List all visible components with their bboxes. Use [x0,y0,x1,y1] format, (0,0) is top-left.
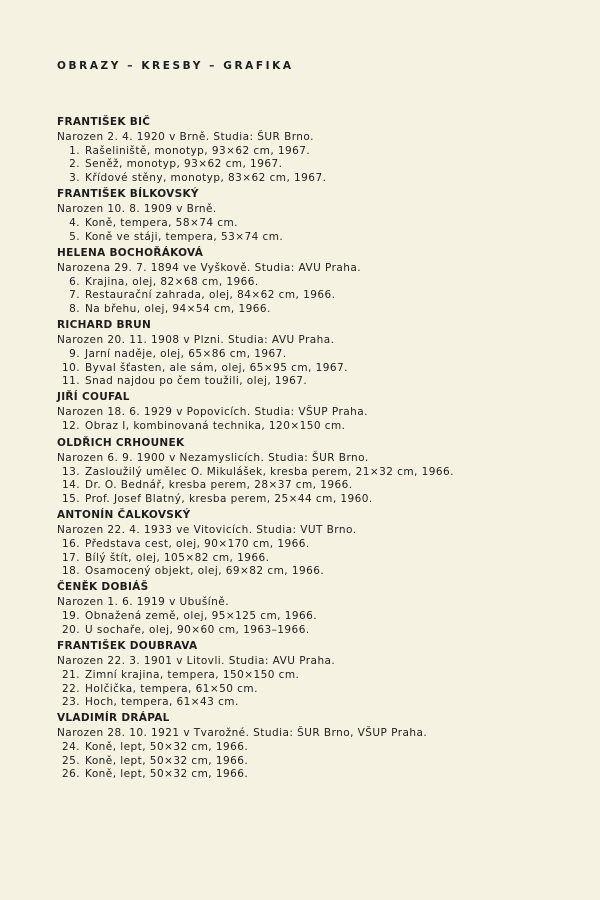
work-description: Hoch, tempera, 61×43 cm. [85,696,239,709]
work-item [57,538,577,552]
work-item [57,145,577,159]
artist-bio: Narozen 28. 10. 1921 v Tvarožné. Studia: ŠUR Brno, VŠUP Praha. [57,727,428,740]
work-number: 9. [69,348,80,361]
work-description: Krajina, olej, 82×68 cm, 1966. [85,275,259,288]
work-description: U sochaře, olej, 90×60 cm, 1963–1966. [85,623,310,636]
work-description: Osamocený objekt, olej, 69×82 cm, 1966. [85,565,325,578]
work-number: 16. [61,538,80,551]
work-item [57,466,577,480]
work-item [57,303,577,317]
work-item [57,348,577,362]
work-description: Koně, lept, 50×32 cm, 1966. [85,754,249,767]
work-number: 2. [69,158,80,171]
work-item [57,669,577,683]
work-number: 1. [69,144,80,157]
work-item [57,552,577,566]
work-description: Holčička, tempera, 61×50 cm. [85,682,258,695]
artist-entry [57,246,577,317]
artist-name: VLADIMÍR DRÁPAL [57,712,170,725]
work-item [57,683,577,697]
work-number: 13. [61,465,80,478]
work-item [57,231,577,245]
work-item [57,375,577,389]
work-number: 12. [61,420,80,433]
work-item [57,624,577,638]
artist-name: FRANTIŠEK DOUBRAVA [57,640,198,653]
work-number: 8. [69,302,80,315]
work-description: Koně ve stáji, tempera, 53×74 cm. [85,230,284,243]
work-number: 25. [61,754,80,767]
artist-list [57,113,577,782]
artist-bio: Narozen 22. 4. 1933 ve Vitovicích. Studia: VUT Brno. [57,524,357,537]
work-item [57,696,577,710]
artist-bio: Narozen 2. 4. 1920 v Brně. Studia: ŠUR Brno. [57,130,314,143]
artist-entry [57,711,577,782]
artist-bio: Narozen 1. 6. 1919 v Ubušíně. [57,596,229,609]
section-heading: OBRAZY – KRESBY – GRAFIKA [57,60,294,72]
artist-bio: Narozen 18. 6. 1929 v Popovicích. Studia: VŠUP Praha. [57,406,368,419]
artist-name: ANTONÍN ČALKOVSKÝ [57,509,191,522]
work-item [57,420,577,434]
work-description: Křídové stěny, monotyp, 83×62 cm, 1967. [85,171,327,184]
artist-bio: Narozena 29. 7. 1894 ve Vyškově. Studia: AVU Praha. [57,261,362,274]
work-description: Koně, lept, 50×32 cm, 1966. [85,768,249,781]
artist-entry [57,318,577,389]
work-number: 23. [61,696,80,709]
work-item [57,755,577,769]
work-item [57,493,577,507]
artist-name: HELENA BOCHOŘÁKOVÁ [57,246,204,259]
work-description: Jarní naděje, olej, 65×86 cm, 1967. [85,348,287,361]
work-number: 18. [61,565,80,578]
work-description: Dr. O. Bednář, kresba perem, 28×37 cm, 1966. [85,479,353,492]
work-number: 10. [61,361,80,374]
work-number: 26. [61,768,80,781]
work-description: Restaurační zahrada, olej, 84×62 cm, 1966. [85,289,336,302]
work-item [57,289,577,303]
work-item [57,741,577,755]
work-description: Obnažená země, olej, 95×125 cm, 1966. [85,610,318,623]
work-description: Zasloužilý umělec O. Mikulášek, kresba perem, 21×32 cm, 1966. [85,465,454,478]
artist-entry [57,639,577,710]
work-number: 14. [61,479,80,492]
artist-entry [57,187,577,244]
work-description: Byval šťasten, ale sám, olej, 65×95 cm, 1967. [85,361,348,374]
work-description: Rašeliniště, monotyp, 93×62 cm, 1967. [85,144,311,157]
work-description: Bílý štít, olej, 105×82 cm, 1966. [85,551,270,564]
work-description: Na břehu, olej, 94×54 cm, 1966. [85,302,271,315]
work-number: 7. [69,289,80,302]
artist-bio: Narozen 22. 3. 1901 v Litovli. Studia: AVU Praha. [57,655,336,668]
work-description: Koně, lept, 50×32 cm, 1966. [85,741,249,754]
work-item [57,276,577,290]
artist-name: ČENĚK DOBIÁŠ [57,581,149,594]
artist-name: RICHARD BRUN [57,319,152,332]
work-number: 3. [69,171,80,184]
work-item [57,768,577,782]
work-number: 20. [61,623,80,636]
work-number: 21. [61,669,80,682]
artist-entry [57,115,577,186]
work-description: Zimní krajina, tempera, 150×150 cm. [85,669,300,682]
work-number: 4. [69,217,80,230]
work-number: 22. [61,682,80,695]
artist-entry [57,580,577,637]
work-number: 5. [69,230,80,243]
work-description: Snad najdou po čem toužili, olej, 1967. [85,375,308,388]
work-number: 15. [61,492,80,505]
work-number: 11. [61,375,80,388]
work-description: Obraz I, kombinovaná technika, 120×150 cm. [85,420,346,433]
work-number: 24. [61,741,80,754]
work-item [57,565,577,579]
artist-bio: Narozen 20. 11. 1908 v Plzni. Studia: AVU Praha. [57,334,335,347]
artist-bio: Narozen 6. 9. 1900 v Nezamyslicích. Studia: ŠUR Brno. [57,451,369,464]
work-number: 6. [69,275,80,288]
work-item [57,172,577,186]
artist-entry [57,508,577,579]
work-item [57,610,577,624]
artist-name: FRANTIŠEK BÍLKOVSKÝ [57,188,199,201]
work-number: 19. [61,610,80,623]
work-item [57,362,577,376]
work-number: 17. [61,551,80,564]
work-description: Prof. Josef Blatný, kresba perem, 25×44 cm, 1960. [85,492,373,505]
artist-name: JIŘÍ COUFAL [57,391,130,404]
artist-name: FRANTIŠEK BIČ [57,115,151,128]
artist-entry [57,436,577,507]
work-description: Seněž, monotyp, 93×62 cm, 1967. [85,158,283,171]
work-item [57,217,577,231]
artist-entry [57,390,577,434]
work-description: Koně, tempera, 58×74 cm. [85,217,238,230]
artist-bio: Narozen 10. 8. 1909 v Brně. [57,203,217,216]
work-item [57,479,577,493]
work-description: Představa cest, olej, 90×170 cm, 1966. [85,538,310,551]
artist-name: OLDŘICH CRHOUNEK [57,436,185,449]
work-item [57,158,577,172]
